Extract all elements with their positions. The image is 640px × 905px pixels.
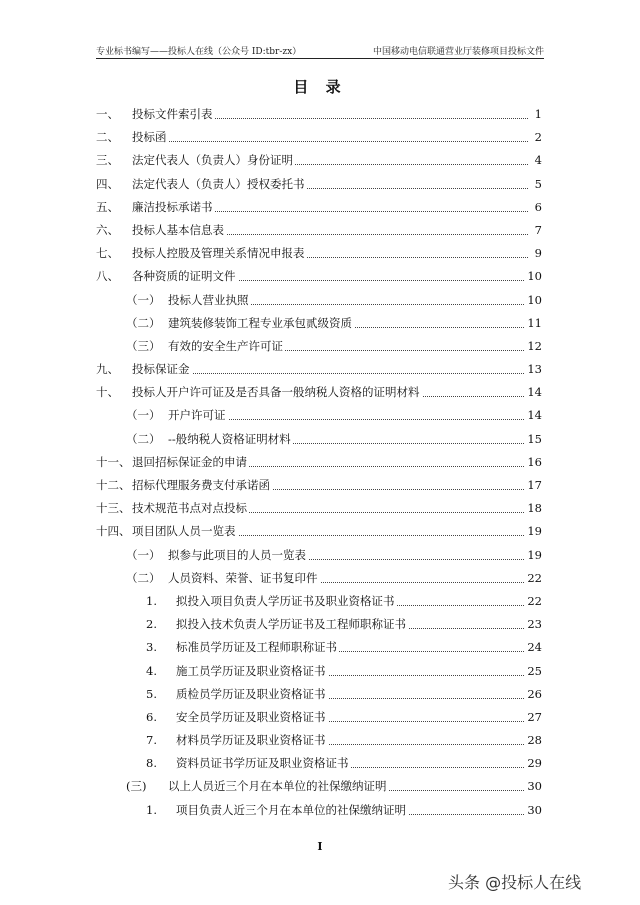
toc-entry-page: 23 [525,613,542,636]
toc-entry-page: 24 [525,636,542,659]
toc-leader-dots [132,141,528,142]
toc-entry-title: 人员资料、荣誉、证书复印件 [168,567,320,590]
toc-entry-title: 招标代理服务费支付承诺函 [132,474,272,497]
toc-entry-number: 四、 [96,176,119,191]
page-header [96,42,544,59]
toc-entry-title: 投标保证金 [132,358,192,381]
toc-entry[interactable] [96,474,542,497]
toc-entry-number: 7. [146,733,157,748]
toc-entry-page: 30 [525,775,542,798]
toc-entry-title: 投标人基本信息表 [132,219,226,242]
toc-entry-number: （二） [126,431,161,446]
toc-entry-page: 7 [533,219,542,242]
toc-entry-page: 11 [525,312,542,335]
toc-entry[interactable] [96,242,542,265]
toc-entry[interactable] [96,799,542,822]
toc-entry-title: 质检员学历证及职业资格证书 [176,683,328,706]
toc-entry-title: 资料员证书学历证及职业资格证书 [176,752,351,775]
toc-entry-title: 项目负责人近三个月在本单位的社保缴纳证明 [176,799,408,822]
toc-entry[interactable] [96,358,542,381]
toc-entry-page: 28 [525,729,542,752]
toc-entry-number: 1. [146,593,157,608]
toc-entry-page: 29 [525,752,542,775]
toc-entry[interactable] [96,636,542,659]
toc-entry-number: 十四、 [96,524,131,539]
toc-entry-title: 项目团队人员一览表 [132,520,238,543]
toc-entry-number: 十三、 [96,501,131,516]
toc-entry-page: 17 [525,474,542,497]
toc-entry-number: (三) [126,779,147,794]
toc-entry[interactable] [96,729,542,752]
toc-entry-number: 一、 [96,107,119,121]
toc-entry[interactable] [96,404,542,427]
toc-entry[interactable] [96,451,542,474]
toc-entry-title: 开户许可证 [168,404,228,427]
toc-entry[interactable] [96,103,542,126]
toc-entry-page: 10 [525,289,542,312]
toc-entry-title: 建筑装修装饰工程专业承包贰级资质 [168,312,354,335]
toc-entry-title: 拟投入项目负责人学历证书及职业资格证书 [176,590,397,613]
toc-entry[interactable] [96,312,542,335]
toc-entry-page: 2 [533,126,542,149]
toc-entry-number: 六、 [96,222,119,237]
toc-entry-title: 法定代表人（负责人）身份证明 [132,149,295,172]
toc-entry-page: 13 [525,358,542,381]
toc-entry[interactable] [96,196,542,219]
toc-entry[interactable] [96,683,542,706]
toc-entry[interactable] [96,706,542,729]
toc-entry-number: 三、 [96,153,119,168]
toc-entry-title: 有效的安全生产许可证 [168,335,285,358]
header-left-text: 专业标书编写——投标人在线（公众号 ID:tbr-zx） [96,47,302,57]
toc-entry-number: 五、 [96,199,119,214]
toc-entry-page: 22 [525,590,542,613]
toc-entry[interactable] [96,567,542,590]
toc-entry-number: （一） [126,292,161,307]
toc-entry-title: 拟参与此项目的人员一览表 [168,544,308,567]
toc-entry-title: 施工员学历证及职业资格证书 [176,660,328,683]
toc-entry-number: 十、 [96,385,119,400]
watermark-text: 头条 @投标人在线 [448,873,582,892]
toc-entry-title: 技术规范书点对点投标 [132,497,249,520]
toc-entry-number: 九、 [96,362,119,377]
toc-entry-page: 19 [525,520,542,543]
toc-entry-number: 2. [146,617,157,632]
toc-entry-title: 安全员学历证及职业资格证书 [176,706,328,729]
toc-entry-title: 拟投入技术负责人学历证书及工程师职称证书 [176,613,408,636]
toc-entry-page: 14 [525,404,542,427]
toc-entry[interactable] [96,660,542,683]
toc-entry-title: 标准员学历证及工程师职称证书 [176,636,339,659]
toc-entry-page: 5 [533,173,542,196]
toc-entry-title: 投标人控股及管理关系情况申报表 [132,242,307,265]
toc-entry[interactable] [96,149,542,172]
toc-entry[interactable] [96,520,542,543]
toc-entry[interactable] [96,544,542,567]
toc-entry-number: （二） [126,315,161,330]
page-title: 目 录 [293,78,347,96]
toc-entry-number: 6. [146,709,157,724]
toc-entry-number: （二） [126,570,161,585]
toc-entry-number: （一） [126,547,161,562]
toc-entry-title: 以上人员近三个月在本单位的社保缴纳证明 [168,775,389,798]
toc-entry[interactable] [96,381,542,404]
toc-entry-page: 10 [525,265,542,288]
toc-entry-title: --般纳税人资格证明材料 [168,428,293,451]
toc-entry[interactable] [96,752,542,775]
toc-entry[interactable] [96,289,542,312]
toc-entry-page: 14 [525,381,542,404]
toc-entry[interactable] [96,219,542,242]
toc-entry-title: 投标人营业执照 [168,289,251,312]
toc-entry[interactable] [96,265,542,288]
toc-entry-title: 各种资质的证明文件 [132,265,238,288]
toc-entry-page: 30 [525,799,542,822]
toc-entry-page: 26 [525,683,542,706]
toc-entry-title: 投标函 [132,126,169,149]
toc-entry-number: 4. [146,663,157,678]
toc-entry-title: 材料员学历证及职业资格证书 [176,729,328,752]
toc-entry-title: 投标文件索引表 [132,103,215,126]
toc-entry-page: 12 [525,335,542,358]
toc-entry-page: 16 [525,451,542,474]
toc-entry-page: 18 [525,497,542,520]
header-right-text: 中国移动电信联通营业厅装修项目投标文件 [372,47,544,57]
toc-entry[interactable] [96,173,542,196]
toc-entry-number: 1. [146,802,157,817]
footer-page-number: I [317,840,323,853]
toc-entry-title: 法定代表人（负责人）授权委托书 [132,173,307,196]
toc-entry-title: 廉洁投标承诺书 [132,196,215,219]
toc-entry-number: 十二、 [96,478,131,492]
toc-entry[interactable] [96,126,542,149]
toc-entry-title: 投标人开户许可证及是否具备一般纳税人资格的证明材料 [132,381,422,404]
toc-entry-page: 22 [525,567,542,590]
toc-entry-number: 七、 [96,246,119,261]
toc-entry[interactable] [96,590,542,613]
toc-entry-page: 1 [533,103,542,126]
toc-entry-number: 5. [146,686,157,701]
toc-entry-number: 十一、 [96,454,131,469]
toc-entry[interactable] [96,775,542,798]
toc-entry-number: 8. [146,756,157,771]
toc-entry-page: 15 [525,428,542,451]
toc-entry-page: 4 [533,149,542,172]
toc-entry[interactable] [96,428,542,451]
toc-entry-number: （三） [126,338,161,353]
toc-entry-page: 27 [525,706,542,729]
toc-entry-title: 退回招标保证金的申请 [132,451,249,474]
toc-entry[interactable] [96,335,542,358]
toc-entry[interactable] [96,497,542,520]
table-of-contents [96,103,542,822]
toc-entry-page: 6 [533,196,542,219]
toc-entry-number: （一） [126,408,161,423]
toc-entry-page: 25 [525,660,542,683]
toc-entry-page: 9 [533,242,542,265]
toc-entry-page: 19 [525,544,542,567]
toc-entry-number: 二、 [96,130,119,145]
toc-entry-number: 八、 [96,269,119,284]
toc-entry-number: 3. [146,640,157,655]
toc-entry[interactable] [96,613,542,636]
